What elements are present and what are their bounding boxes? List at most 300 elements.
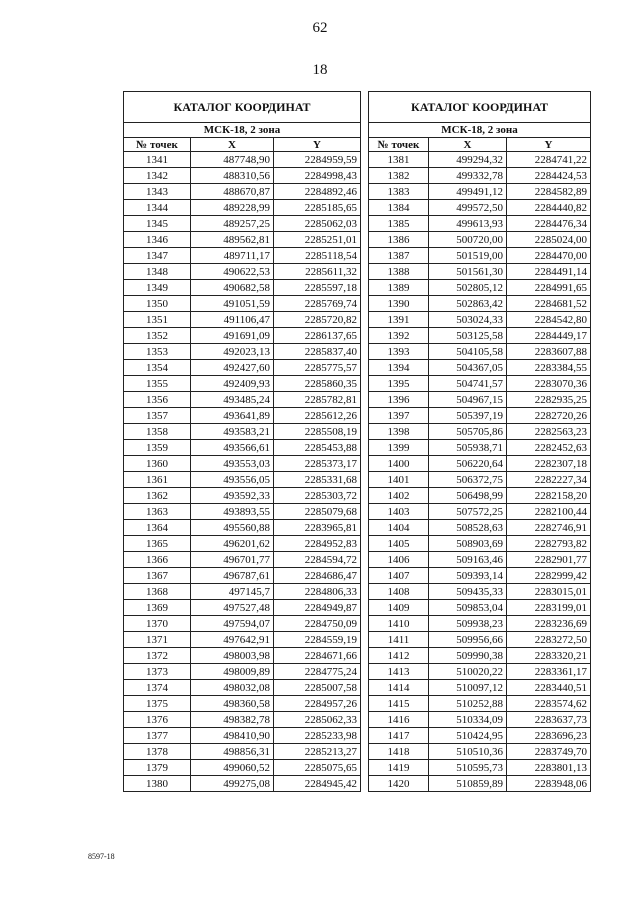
table-row xyxy=(124,568,361,584)
point-number: 1377 xyxy=(124,728,191,744)
y-coordinate: 2285373,17 xyxy=(274,456,361,472)
point-number: 1379 xyxy=(124,760,191,776)
point-number: 1413 xyxy=(369,664,429,680)
y-coordinate: 2284952,83 xyxy=(274,536,361,552)
x-coordinate: 497527,48 xyxy=(191,600,274,616)
header-y: Y xyxy=(507,138,591,152)
point-number: 1393 xyxy=(369,344,429,360)
x-coordinate: 504741,57 xyxy=(429,376,507,392)
x-coordinate: 493485,24 xyxy=(191,392,274,408)
table-row xyxy=(124,632,361,648)
table-row xyxy=(124,392,361,408)
y-coordinate: 2283384,55 xyxy=(507,360,591,376)
table-row xyxy=(124,248,361,264)
table-row xyxy=(124,216,361,232)
x-coordinate: 505938,71 xyxy=(429,440,507,456)
x-coordinate: 510334,09 xyxy=(429,712,507,728)
table-row xyxy=(369,280,591,296)
point-number: 1406 xyxy=(369,552,429,568)
table-row xyxy=(124,184,361,200)
y-coordinate: 2285837,40 xyxy=(274,344,361,360)
x-coordinate: 495560,88 xyxy=(191,520,274,536)
table-row xyxy=(369,248,591,264)
table-row xyxy=(369,664,591,680)
table-row xyxy=(124,456,361,472)
table-row xyxy=(369,408,591,424)
x-coordinate: 506372,75 xyxy=(429,472,507,488)
table-row xyxy=(369,200,591,216)
point-number: 1417 xyxy=(369,728,429,744)
table-row xyxy=(124,536,361,552)
y-coordinate: 2285079,68 xyxy=(274,504,361,520)
table-row xyxy=(369,568,591,584)
x-coordinate: 493556,05 xyxy=(191,472,274,488)
table-row xyxy=(124,664,361,680)
y-coordinate: 2282563,23 xyxy=(507,424,591,440)
x-coordinate: 505705,86 xyxy=(429,424,507,440)
x-coordinate: 509163,46 xyxy=(429,552,507,568)
y-coordinate: 2284959,59 xyxy=(274,152,361,168)
point-number: 1352 xyxy=(124,328,191,344)
y-coordinate: 2285233,98 xyxy=(274,728,361,744)
point-number: 1419 xyxy=(369,760,429,776)
x-coordinate: 489711,17 xyxy=(191,248,274,264)
y-coordinate: 2284470,00 xyxy=(507,248,591,264)
point-number: 1361 xyxy=(124,472,191,488)
table-row xyxy=(124,200,361,216)
x-coordinate: 506498,99 xyxy=(429,488,507,504)
y-coordinate: 2282793,82 xyxy=(507,536,591,552)
x-coordinate: 504967,15 xyxy=(429,392,507,408)
x-coordinate: 491051,59 xyxy=(191,296,274,312)
point-number: 1387 xyxy=(369,248,429,264)
x-coordinate: 490622,53 xyxy=(191,264,274,280)
point-number: 1369 xyxy=(124,600,191,616)
x-coordinate: 498003,98 xyxy=(191,648,274,664)
table-row xyxy=(124,360,361,376)
table-row xyxy=(369,744,591,760)
point-number: 1359 xyxy=(124,440,191,456)
y-coordinate: 2285782,81 xyxy=(274,392,361,408)
x-coordinate: 489228,99 xyxy=(191,200,274,216)
point-number: 1378 xyxy=(124,744,191,760)
x-coordinate: 499572,50 xyxy=(429,200,507,216)
x-coordinate: 492023,13 xyxy=(191,344,274,360)
page-number: 62 xyxy=(312,20,328,36)
y-coordinate: 2284681,52 xyxy=(507,296,591,312)
x-coordinate: 504367,05 xyxy=(429,360,507,376)
table-row xyxy=(369,776,591,792)
point-number: 1407 xyxy=(369,568,429,584)
y-coordinate: 2284991,65 xyxy=(507,280,591,296)
y-coordinate: 2284775,24 xyxy=(274,664,361,680)
x-coordinate: 509435,33 xyxy=(429,584,507,600)
coordinate-catalog-right xyxy=(368,91,591,792)
y-coordinate: 2284998,43 xyxy=(274,168,361,184)
x-coordinate: 510424,95 xyxy=(429,728,507,744)
table-row xyxy=(369,488,591,504)
table-row xyxy=(369,760,591,776)
point-number: 1346 xyxy=(124,232,191,248)
table-row xyxy=(124,408,361,424)
point-number: 1351 xyxy=(124,312,191,328)
table-row xyxy=(369,168,591,184)
table-row xyxy=(124,488,361,504)
table-row xyxy=(124,328,361,344)
coordinate-catalog-left xyxy=(123,91,361,792)
y-coordinate: 2284671,66 xyxy=(274,648,361,664)
table-row xyxy=(369,504,591,520)
table-row xyxy=(369,472,591,488)
point-number: 1408 xyxy=(369,584,429,600)
y-coordinate: 2282901,77 xyxy=(507,552,591,568)
x-coordinate: 490682,58 xyxy=(191,280,274,296)
table-row xyxy=(124,504,361,520)
x-coordinate: 498410,90 xyxy=(191,728,274,744)
y-coordinate: 2284582,89 xyxy=(507,184,591,200)
table-row xyxy=(124,424,361,440)
point-number: 1356 xyxy=(124,392,191,408)
x-coordinate: 493641,89 xyxy=(191,408,274,424)
x-coordinate: 498856,31 xyxy=(191,744,274,760)
point-number: 1420 xyxy=(369,776,429,792)
y-coordinate: 2286137,65 xyxy=(274,328,361,344)
table-row xyxy=(369,216,591,232)
point-number: 1368 xyxy=(124,584,191,600)
x-coordinate: 488310,56 xyxy=(191,168,274,184)
y-coordinate: 2283637,73 xyxy=(507,712,591,728)
x-coordinate: 508903,69 xyxy=(429,536,507,552)
point-number: 1389 xyxy=(369,280,429,296)
y-coordinate: 2284542,80 xyxy=(507,312,591,328)
point-number: 1367 xyxy=(124,568,191,584)
header-y: Y xyxy=(274,138,361,152)
point-number: 1341 xyxy=(124,152,191,168)
y-coordinate: 2282720,26 xyxy=(507,408,591,424)
point-number: 1388 xyxy=(369,264,429,280)
point-number: 1370 xyxy=(124,616,191,632)
x-coordinate: 505397,19 xyxy=(429,408,507,424)
y-coordinate: 2285612,26 xyxy=(274,408,361,424)
table-row xyxy=(369,376,591,392)
point-number: 1376 xyxy=(124,712,191,728)
table-row xyxy=(369,552,591,568)
y-coordinate: 2284741,22 xyxy=(507,152,591,168)
x-coordinate: 503024,33 xyxy=(429,312,507,328)
y-coordinate: 2282158,20 xyxy=(507,488,591,504)
point-number: 1411 xyxy=(369,632,429,648)
y-coordinate: 2285062,03 xyxy=(274,216,361,232)
x-coordinate: 496701,77 xyxy=(191,552,274,568)
x-coordinate: 493893,55 xyxy=(191,504,274,520)
table-row xyxy=(124,616,361,632)
x-coordinate: 509956,66 xyxy=(429,632,507,648)
y-coordinate: 2284476,34 xyxy=(507,216,591,232)
x-coordinate: 498032,08 xyxy=(191,680,274,696)
point-number: 1404 xyxy=(369,520,429,536)
table-row xyxy=(124,520,361,536)
y-coordinate: 2283801,13 xyxy=(507,760,591,776)
x-coordinate: 499294,32 xyxy=(429,152,507,168)
x-coordinate: 489562,81 xyxy=(191,232,274,248)
x-coordinate: 509393,14 xyxy=(429,568,507,584)
y-coordinate: 2284945,42 xyxy=(274,776,361,792)
y-coordinate: 2284750,09 xyxy=(274,616,361,632)
table-row xyxy=(124,264,361,280)
point-number: 1372 xyxy=(124,648,191,664)
table-row xyxy=(369,312,591,328)
point-number: 1410 xyxy=(369,616,429,632)
x-coordinate: 498009,89 xyxy=(191,664,274,680)
table-row xyxy=(369,632,591,648)
x-coordinate: 492409,93 xyxy=(191,376,274,392)
point-number: 1418 xyxy=(369,744,429,760)
x-coordinate: 499332,78 xyxy=(429,168,507,184)
x-coordinate: 491106,47 xyxy=(191,312,274,328)
y-coordinate: 2282935,25 xyxy=(507,392,591,408)
table-row xyxy=(124,152,361,168)
point-number: 1355 xyxy=(124,376,191,392)
x-coordinate: 504105,58 xyxy=(429,344,507,360)
y-coordinate: 2282307,18 xyxy=(507,456,591,472)
y-coordinate: 2285062,33 xyxy=(274,712,361,728)
x-coordinate: 491691,09 xyxy=(191,328,274,344)
table-row xyxy=(369,520,591,536)
table-row xyxy=(369,328,591,344)
x-coordinate: 508528,63 xyxy=(429,520,507,536)
y-coordinate: 2284594,72 xyxy=(274,552,361,568)
x-coordinate: 499060,52 xyxy=(191,760,274,776)
y-coordinate: 2282746,91 xyxy=(507,520,591,536)
point-number: 1416 xyxy=(369,712,429,728)
x-coordinate: 488670,87 xyxy=(191,184,274,200)
table-row xyxy=(369,232,591,248)
x-coordinate: 509990,38 xyxy=(429,648,507,664)
point-number: 1385 xyxy=(369,216,429,232)
point-number: 1402 xyxy=(369,488,429,504)
table-row xyxy=(124,296,361,312)
point-number: 1396 xyxy=(369,392,429,408)
point-number: 1347 xyxy=(124,248,191,264)
y-coordinate: 2285024,00 xyxy=(507,232,591,248)
table-row xyxy=(369,584,591,600)
y-coordinate: 2283015,01 xyxy=(507,584,591,600)
x-coordinate: 509938,23 xyxy=(429,616,507,632)
point-number: 1350 xyxy=(124,296,191,312)
x-coordinate: 502805,12 xyxy=(429,280,507,296)
point-number: 1399 xyxy=(369,440,429,456)
y-coordinate: 2284424,53 xyxy=(507,168,591,184)
y-coordinate: 2285331,68 xyxy=(274,472,361,488)
y-coordinate: 2285185,65 xyxy=(274,200,361,216)
y-coordinate: 2284559,19 xyxy=(274,632,361,648)
x-coordinate: 498382,78 xyxy=(191,712,274,728)
table-row xyxy=(124,776,361,792)
table-row xyxy=(369,536,591,552)
table-row xyxy=(369,360,591,376)
y-coordinate: 2284892,46 xyxy=(274,184,361,200)
y-coordinate: 2285453,88 xyxy=(274,440,361,456)
x-coordinate: 499613,93 xyxy=(429,216,507,232)
table-row xyxy=(369,728,591,744)
y-coordinate: 2282999,42 xyxy=(507,568,591,584)
catalog-title: КАТАЛОГ КООРДИНАТ xyxy=(369,92,591,123)
x-coordinate: 507572,25 xyxy=(429,504,507,520)
point-number: 1392 xyxy=(369,328,429,344)
x-coordinate: 510859,89 xyxy=(429,776,507,792)
point-number: 1357 xyxy=(124,408,191,424)
x-coordinate: 496787,61 xyxy=(191,568,274,584)
point-number: 1371 xyxy=(124,632,191,648)
table-row xyxy=(369,344,591,360)
y-coordinate: 2285118,54 xyxy=(274,248,361,264)
table-row xyxy=(369,648,591,664)
x-coordinate: 510020,22 xyxy=(429,664,507,680)
y-coordinate: 2283199,01 xyxy=(507,600,591,616)
table-row xyxy=(124,728,361,744)
table-row xyxy=(124,344,361,360)
y-coordinate: 2285720,82 xyxy=(274,312,361,328)
point-number: 1380 xyxy=(124,776,191,792)
x-coordinate: 510510,36 xyxy=(429,744,507,760)
table-row xyxy=(124,376,361,392)
y-coordinate: 2283236,69 xyxy=(507,616,591,632)
table-row xyxy=(124,552,361,568)
point-number: 1395 xyxy=(369,376,429,392)
y-coordinate: 2285775,57 xyxy=(274,360,361,376)
y-coordinate: 2284449,17 xyxy=(507,328,591,344)
x-coordinate: 502863,42 xyxy=(429,296,507,312)
point-number: 1353 xyxy=(124,344,191,360)
catalog-title: КАТАЛОГ КООРДИНАТ xyxy=(124,92,361,123)
x-coordinate: 487748,90 xyxy=(191,152,274,168)
y-coordinate: 2285075,65 xyxy=(274,760,361,776)
zone-label: МСК-18, 2 зона xyxy=(124,123,361,138)
sheet-number: 18 xyxy=(312,62,328,78)
point-number: 1397 xyxy=(369,408,429,424)
table-row xyxy=(369,264,591,280)
x-coordinate: 497594,07 xyxy=(191,616,274,632)
point-number: 1362 xyxy=(124,488,191,504)
y-coordinate: 2283607,88 xyxy=(507,344,591,360)
x-coordinate: 493553,03 xyxy=(191,456,274,472)
table-row xyxy=(369,184,591,200)
header-x: X xyxy=(429,138,507,152)
x-coordinate: 510097,12 xyxy=(429,680,507,696)
table-row xyxy=(369,152,591,168)
x-coordinate: 492427,60 xyxy=(191,360,274,376)
table-row xyxy=(369,600,591,616)
x-coordinate: 501561,30 xyxy=(429,264,507,280)
table-row xyxy=(369,616,591,632)
y-coordinate: 2283070,36 xyxy=(507,376,591,392)
point-number: 1383 xyxy=(369,184,429,200)
point-number: 1386 xyxy=(369,232,429,248)
y-coordinate: 2285213,27 xyxy=(274,744,361,760)
y-coordinate: 2285611,32 xyxy=(274,264,361,280)
point-number: 1414 xyxy=(369,680,429,696)
point-number: 1363 xyxy=(124,504,191,520)
table-row xyxy=(124,472,361,488)
point-number: 1382 xyxy=(369,168,429,184)
point-number: 1391 xyxy=(369,312,429,328)
table-row xyxy=(124,168,361,184)
x-coordinate: 497642,91 xyxy=(191,632,274,648)
y-coordinate: 2282452,63 xyxy=(507,440,591,456)
y-coordinate: 2284686,47 xyxy=(274,568,361,584)
y-coordinate: 2284491,14 xyxy=(507,264,591,280)
point-number: 1345 xyxy=(124,216,191,232)
y-coordinate: 2285007,58 xyxy=(274,680,361,696)
table-row xyxy=(124,584,361,600)
zone-label: МСК-18, 2 зона xyxy=(369,123,591,138)
y-coordinate: 2283361,17 xyxy=(507,664,591,680)
table-row xyxy=(124,440,361,456)
y-coordinate: 2283272,50 xyxy=(507,632,591,648)
table-row xyxy=(124,648,361,664)
point-number: 1354 xyxy=(124,360,191,376)
y-coordinate: 2283696,23 xyxy=(507,728,591,744)
header-point-number: № точек xyxy=(124,138,191,152)
table-row xyxy=(124,712,361,728)
point-number: 1342 xyxy=(124,168,191,184)
table-row xyxy=(124,696,361,712)
table-row xyxy=(124,680,361,696)
x-coordinate: 509853,04 xyxy=(429,600,507,616)
point-number: 1384 xyxy=(369,200,429,216)
table-row xyxy=(124,232,361,248)
x-coordinate: 501519,00 xyxy=(429,248,507,264)
table-row xyxy=(369,392,591,408)
point-number: 1401 xyxy=(369,472,429,488)
document-code: 8597-18 xyxy=(88,852,115,861)
table-row xyxy=(124,600,361,616)
point-number: 1366 xyxy=(124,552,191,568)
table-row xyxy=(124,760,361,776)
table-row xyxy=(369,456,591,472)
point-number: 1400 xyxy=(369,456,429,472)
table-row xyxy=(124,744,361,760)
point-number: 1375 xyxy=(124,696,191,712)
x-coordinate: 503125,58 xyxy=(429,328,507,344)
x-coordinate: 498360,58 xyxy=(191,696,274,712)
table-row xyxy=(369,424,591,440)
x-coordinate: 489257,25 xyxy=(191,216,274,232)
header-point-number: № точек xyxy=(369,138,429,152)
x-coordinate: 497145,7 xyxy=(191,584,274,600)
x-coordinate: 510252,88 xyxy=(429,696,507,712)
point-number: 1405 xyxy=(369,536,429,552)
table-row xyxy=(124,280,361,296)
x-coordinate: 493583,21 xyxy=(191,424,274,440)
point-number: 1394 xyxy=(369,360,429,376)
point-number: 1348 xyxy=(124,264,191,280)
point-number: 1398 xyxy=(369,424,429,440)
y-coordinate: 2283965,81 xyxy=(274,520,361,536)
y-coordinate: 2282100,44 xyxy=(507,504,591,520)
y-coordinate: 2285597,18 xyxy=(274,280,361,296)
y-coordinate: 2285508,19 xyxy=(274,424,361,440)
table-row xyxy=(124,312,361,328)
y-coordinate: 2285860,35 xyxy=(274,376,361,392)
point-number: 1364 xyxy=(124,520,191,536)
point-number: 1344 xyxy=(124,200,191,216)
point-number: 1390 xyxy=(369,296,429,312)
point-number: 1358 xyxy=(124,424,191,440)
x-coordinate: 493592,33 xyxy=(191,488,274,504)
point-number: 1409 xyxy=(369,600,429,616)
point-number: 1374 xyxy=(124,680,191,696)
